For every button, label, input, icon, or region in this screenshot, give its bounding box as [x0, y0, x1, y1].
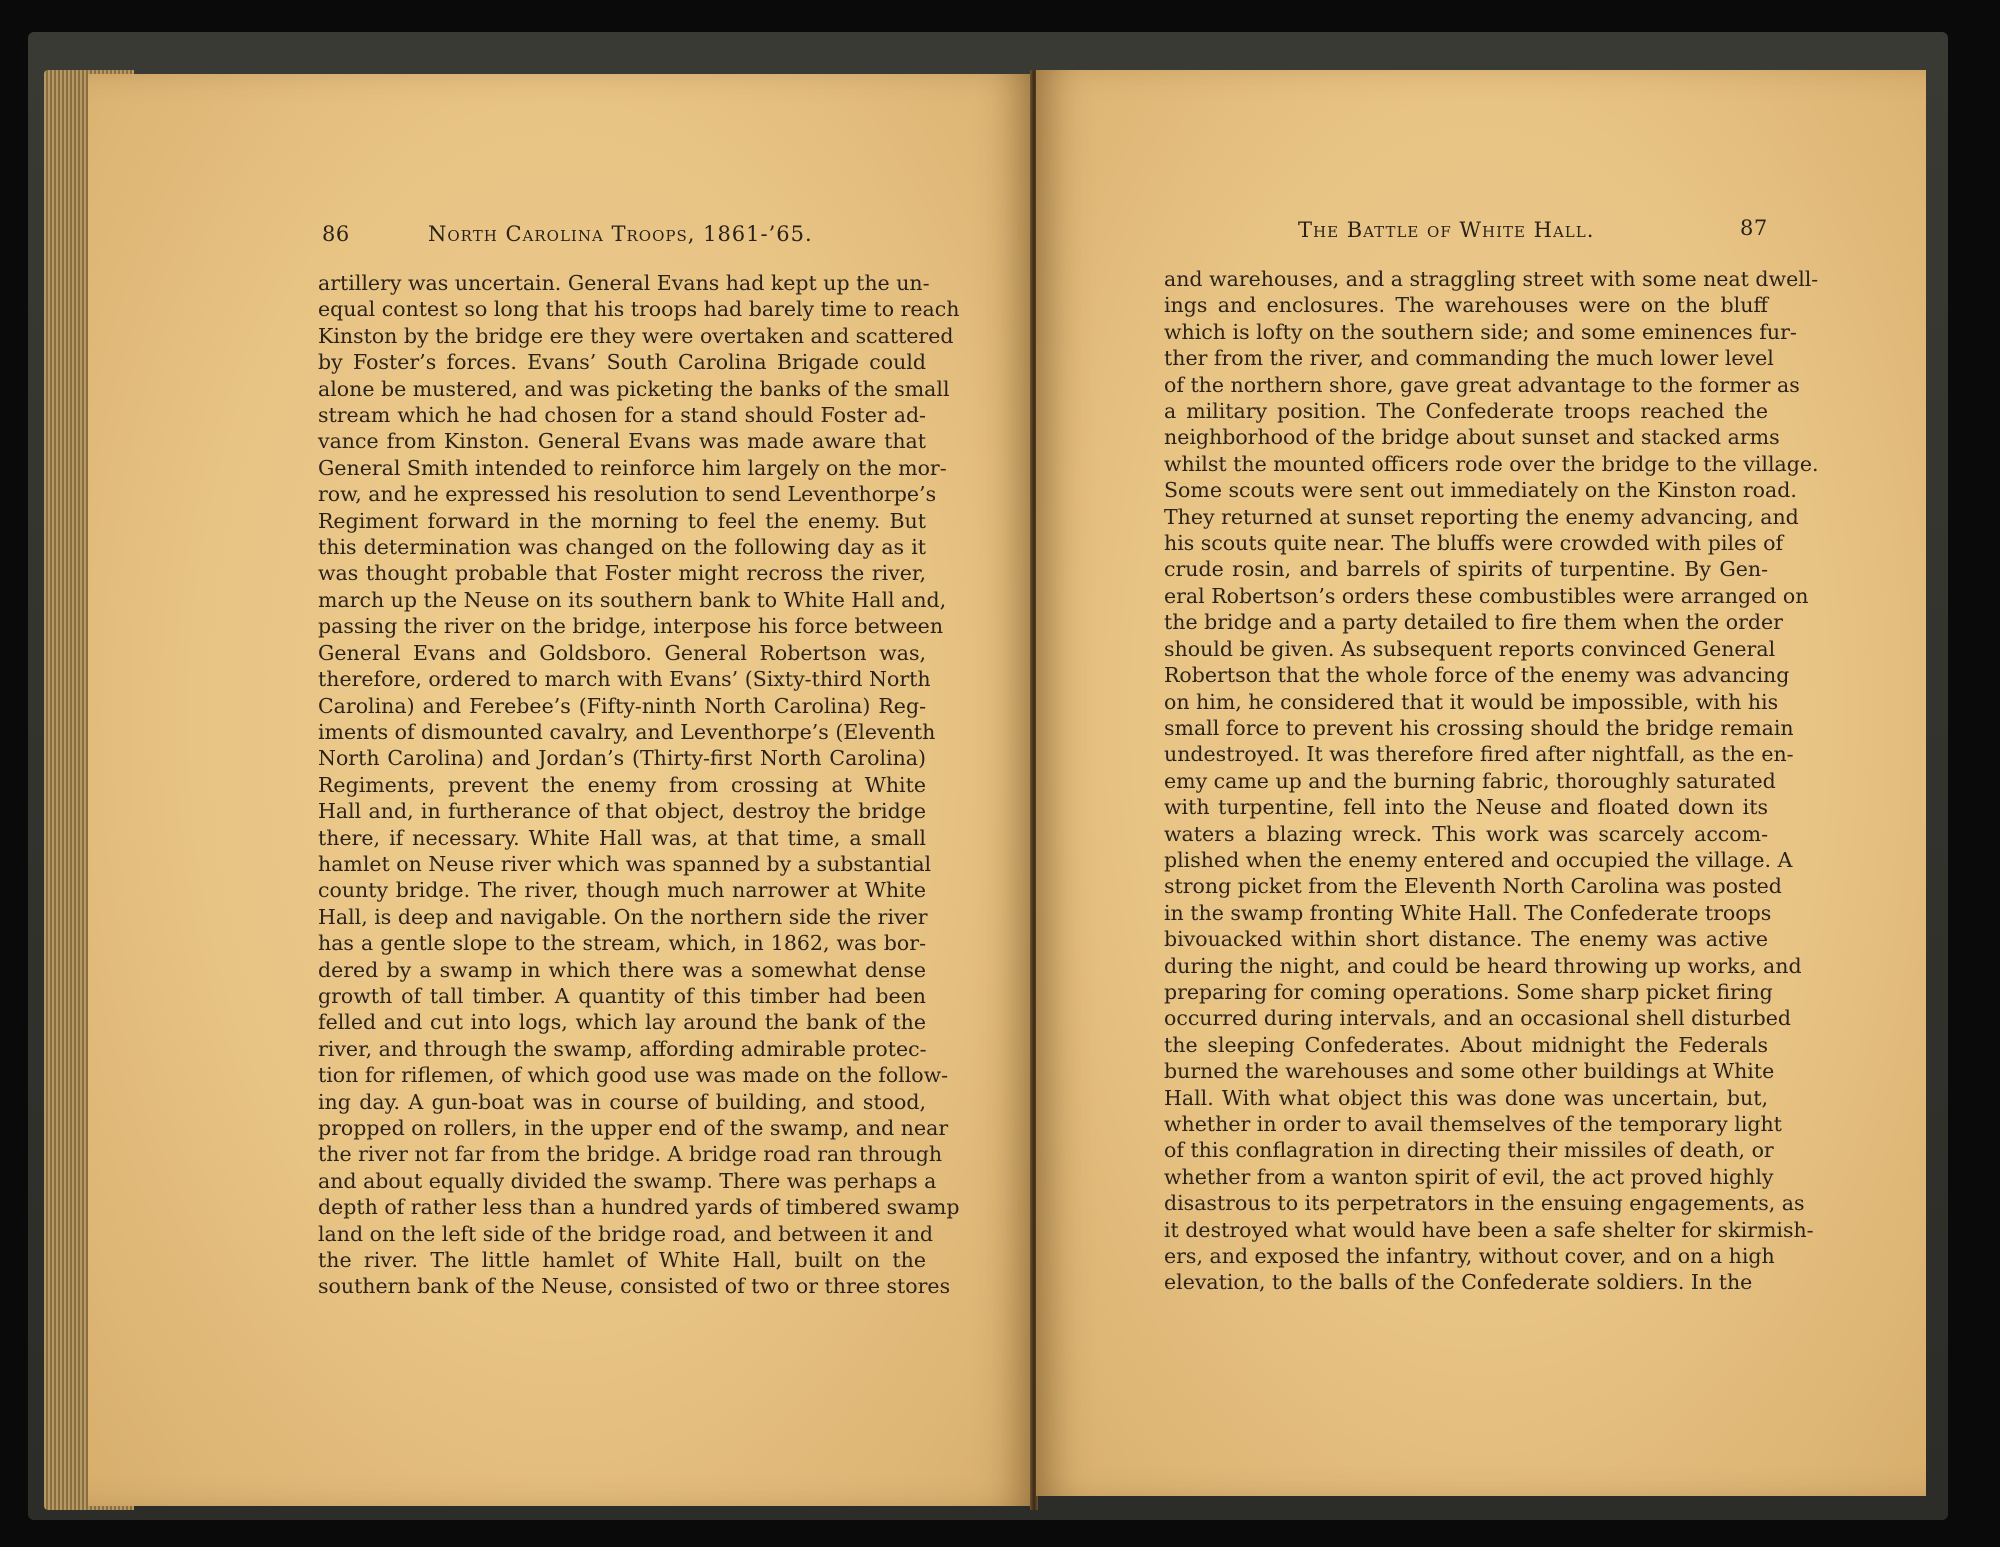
- text-line: bivouacked within short distance. The enemy was active: [1164, 927, 1768, 952]
- text-line: propped on rollers, in the upper end of the swamp, and near: [318, 1116, 949, 1140]
- text-line: it destroyed what would have been a safe shelter for skirmish-: [1164, 1217, 1814, 1242]
- text-line: hamlet on Neuse river which was spanned by a substantial: [318, 851, 932, 876]
- text-line: ers, and exposed the infantry, without cover, and on a high: [1164, 1244, 1775, 1269]
- text-line: neighborhood of the bridge about sunset and stacked arms: [1164, 425, 1780, 450]
- text-line: this determination was changed on the following day as it: [318, 535, 926, 560]
- text-line: tion for riflemen, of which good use was made on the follow-: [318, 1063, 949, 1088]
- text-line: small force to prevent his crossing should the bridge remain: [1164, 715, 1794, 740]
- text-line: Regiments, prevent the enemy from crossing at White: [318, 772, 926, 797]
- text-line: Robertson that the whole force of the enemy was advancing: [1164, 663, 1790, 688]
- text-line: whether in order to avail themselves of the temporary light: [1164, 1112, 1782, 1136]
- text-line: and about equally divided the swamp. There was perhaps a: [318, 1168, 937, 1193]
- text-line: eral Robertson’s orders these combustibles were arranged on: [1164, 583, 1809, 608]
- text-line: passing the river on the bridge, interpose his force between: [318, 614, 944, 639]
- text-line: undestroyed. It was therefore fired after nightfall, as the en-: [1164, 742, 1794, 767]
- text-line: of this conflagration in directing their missiles of death, or: [1164, 1138, 1774, 1163]
- text-line: a military position. The Confederate troops reached the: [1164, 399, 1768, 424]
- text-line: the river not far from the bridge. A bridge road ran through: [318, 1142, 943, 1167]
- text-line: Hall, is deep and navigable. On the northern side the river: [318, 904, 928, 929]
- text-line: depth of rather less than a hundred yards of timbered swamp: [318, 1195, 960, 1220]
- text-line: disastrous to its perpetrators in the ensuing engagements, as: [1164, 1191, 1805, 1216]
- text-line: row, and he expressed his resolution to send Leventhorpe’s: [318, 482, 937, 507]
- right-running-head: The Battle of White Hall.: [1298, 218, 1595, 242]
- text-line: iments of dismounted cavalry, and Leventhorpe’s (Eleventh: [318, 719, 936, 744]
- text-line: stream which he had chosen for a stand should Foster ad-: [318, 403, 926, 428]
- text-line: Regiment forward in the morning to feel the enemy. But: [318, 508, 926, 533]
- text-line: ings and enclosures. The warehouses were on the bluff: [1164, 293, 1768, 318]
- text-line: therefore, ordered to march with Evans’ (Sixty-third North: [318, 667, 931, 692]
- text-line: county bridge. The river, though much narrower at White: [318, 878, 926, 903]
- text-line: vance from Kinston. General Evans was made aware that: [318, 429, 926, 454]
- text-line: burned the warehouses and some other buildings at White: [1164, 1059, 1775, 1084]
- text-line: the bridge and a party detailed to fire them when the order: [1164, 610, 1783, 635]
- right-body-text: [1164, 266, 1819, 1296]
- right-page: [1036, 70, 1926, 1496]
- text-line: Hall and, in furtherance of that object, destroy the bridge: [318, 799, 926, 824]
- text-line: river, and through the swamp, affording admirable protec-: [318, 1036, 927, 1061]
- text-line: the sleeping Confederates. About midnight the Federals: [1164, 1032, 1768, 1057]
- text-line: Kinston by the bridge ere they were overtaken and scattered: [318, 323, 954, 348]
- text-line: crude rosin, and barrels of spirits of turpentine. By Gen-: [1164, 557, 1768, 582]
- text-line: his scouts quite near. The bluffs were crowded with piles of: [1164, 531, 1784, 556]
- right-page-number: 87: [1740, 216, 1768, 240]
- text-line: dered by a swamp in which there was a somewhat dense: [318, 957, 926, 982]
- text-line: waters a blazing wreck. This work was scarcely accom-: [1164, 821, 1768, 846]
- text-line: by Foster’s forces. Evans’ South Carolina Brigade could: [318, 350, 926, 375]
- left-running-head: North Carolina Troops, 1861-’65.: [428, 222, 813, 246]
- text-line: They returned at sunset reporting the enemy advancing, and: [1164, 504, 1799, 529]
- text-line: there, if necessary. White Hall was, at that time, a small: [318, 825, 926, 850]
- text-line: has a gentle slope to the stream, which, in 1862, was bor-: [318, 931, 926, 956]
- text-line: preparing for coming operations. Some sharp picket firing: [1164, 979, 1773, 1004]
- text-line: plished when the enemy entered and occupied the village. A: [1164, 847, 1793, 872]
- text-line: land on the left side of the bridge road, and between it and: [318, 1221, 934, 1246]
- text-line: should be given. As subsequent reports convinced General: [1164, 636, 1776, 661]
- text-line: the river. The little hamlet of White Hall, built on the: [318, 1248, 926, 1273]
- text-line: General Smith intended to reinforce him largely on the mor-: [318, 455, 947, 480]
- text-line: during the night, and could be heard throwing up works, and: [1164, 953, 1802, 978]
- text-line: felled and cut into logs, which lay around the bank of the: [318, 1010, 926, 1035]
- text-line: with turpentine, fell into the Neuse and floated down its: [1164, 795, 1768, 820]
- text-line: whether from a wanton spirit of evil, the act proved highly: [1164, 1164, 1774, 1189]
- text-line: and warehouses, and a straggling street with some neat dwell-: [1164, 267, 1819, 291]
- text-line: southern bank of the Neuse, consisted of two or three stores: [318, 1274, 951, 1299]
- text-line: was thought probable that Foster might recross the river,: [318, 561, 926, 586]
- text-line: elevation, to the balls of the Confederate soldiers. In the: [1164, 1270, 1753, 1295]
- text-line: emy came up and the burning fabric, thoroughly saturated: [1164, 768, 1776, 793]
- text-line: alone be mustered, and was picketing the banks of the small: [318, 376, 950, 401]
- text-line: North Carolina) and Jordan’s (Thirty-first North Carolina): [318, 746, 926, 771]
- text-line: equal contest so long that his troops had barely time to reach: [318, 297, 960, 322]
- left-page-number: 86: [322, 222, 350, 246]
- text-line: Hall. With what object this was done was uncertain, but,: [1164, 1085, 1768, 1110]
- text-line: of the northern shore, gave great advantage to the former as: [1164, 372, 1800, 397]
- text-line: Some scouts were sent out immediately on the Kinston road.: [1164, 478, 1797, 503]
- text-line: artillery was uncertain. General Evans had kept up the un-: [318, 271, 930, 295]
- text-line: in the swamp fronting White Hall. The Confederate troops: [1164, 900, 1772, 925]
- text-line: whilst the mounted officers rode over the bridge to the village.: [1164, 451, 1819, 476]
- text-line: ther from the river, and commanding the much lower level: [1164, 346, 1774, 371]
- text-line: ing day. A gun-boat was in course of building, and stood,: [318, 1089, 926, 1114]
- text-line: march up the Neuse on its southern bank to White Hall and,: [318, 587, 947, 612]
- text-line: growth of tall timber. A quantity of this timber had been: [318, 983, 926, 1008]
- left-page: [88, 74, 1032, 1506]
- left-body-text: [318, 270, 960, 1300]
- text-line: strong picket from the Eleventh North Carolina was posted: [1164, 874, 1782, 899]
- text-line: occurred during intervals, and an occasional shell disturbed: [1164, 1006, 1791, 1031]
- text-line: which is lofty on the southern side; and some eminences fur-: [1164, 319, 1797, 344]
- text-line: Carolina) and Ferebee’s (Fifty-ninth North Carolina) Reg-: [318, 693, 926, 718]
- text-line: General Evans and Goldsboro. General Robertson was,: [318, 640, 926, 665]
- text-line: on him, he considered that it would be impossible, with his: [1164, 689, 1779, 714]
